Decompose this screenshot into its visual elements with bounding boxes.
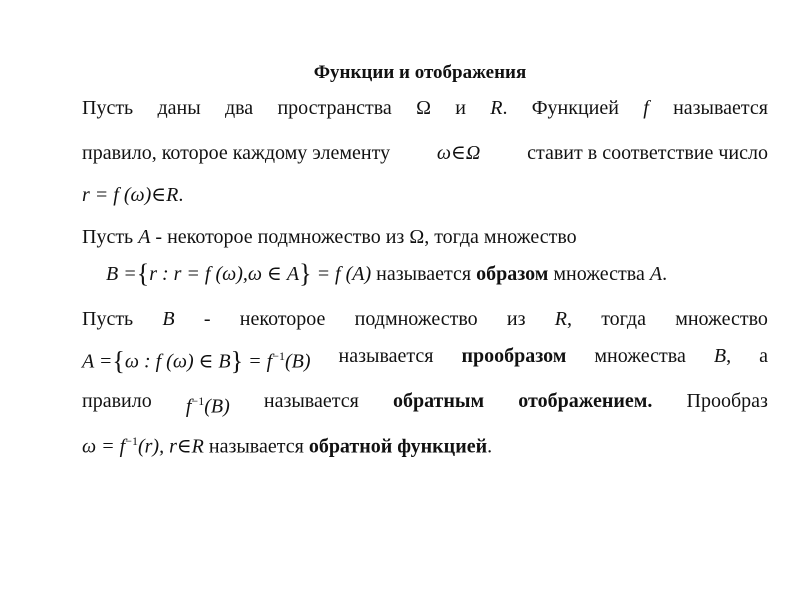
math-omega: Ω (416, 97, 431, 119)
text: подмножество (354, 308, 478, 330)
paragraph-2-line-2 (106, 259, 792, 288)
text: . (178, 184, 184, 206)
math-inverse-exponent: −1 (272, 349, 285, 363)
math-brace-close: } (299, 259, 312, 288)
math-f-of-A: = f (A) (316, 263, 372, 285)
paragraph-3-line-1 (82, 307, 768, 331)
text: - (203, 308, 211, 330)
paragraph-3-line-2 (82, 344, 768, 374)
term-mapping: отображением. (518, 390, 653, 412)
text: Пусть (82, 226, 134, 248)
term-inverse: обратным (392, 390, 485, 412)
math-B: B (713, 345, 727, 367)
text: . (502, 97, 508, 119)
math-R: R (554, 308, 567, 330)
math-f: = f (248, 350, 273, 373)
text: Пусть (82, 97, 134, 119)
math-f: f (185, 395, 192, 418)
paragraph-1-line-1 (82, 96, 768, 120)
text: , (566, 308, 572, 330)
paragraph-1-line-2 (82, 141, 768, 165)
math-omega-equals-f: ω = f (82, 435, 126, 458)
math-omega-in-omega: ω∈Ω (436, 142, 481, 164)
math-of-r: (r), r∈R (137, 435, 204, 458)
text: - некоторое подмножество из (155, 226, 405, 248)
text: тогда (601, 308, 646, 330)
math-A: A (649, 263, 663, 285)
math-R: R (490, 97, 503, 119)
paragraph-2-line-1 (82, 225, 768, 249)
math-preimage-set: ω : f (ω) ∈ B (124, 350, 231, 373)
math-brace-open: { (136, 259, 150, 288)
text: Функцией (531, 97, 619, 119)
text: называется (376, 263, 472, 285)
text: даны (157, 97, 201, 119)
term-inverse-function: обратной функцией (308, 435, 488, 458)
text: . (662, 263, 668, 285)
page-title: Функции и отображения (313, 62, 527, 83)
text: и (455, 97, 466, 119)
math-inverse-exponent: −1 (125, 434, 138, 448)
text: Прообраз (686, 390, 768, 412)
text: множества (553, 263, 645, 285)
text: называется (338, 345, 434, 367)
text: , тогда множество (424, 226, 577, 248)
text: ставит в соответствие число (527, 142, 768, 164)
term-image: образом (476, 263, 549, 285)
math-of-B: (B) (284, 350, 311, 373)
text: пространства (277, 97, 392, 119)
text: . (487, 435, 493, 458)
text: два (224, 97, 254, 119)
text: Пусть (82, 308, 134, 330)
math-A-equals: A = (82, 350, 113, 373)
math-brace-close: } (230, 346, 244, 376)
paragraph-1-line-3 (82, 183, 768, 207)
math-inverse-exponent: −1 (191, 394, 205, 408)
text: правило (82, 390, 152, 412)
paragraph-3-line-4 (82, 429, 768, 459)
text: называется (673, 97, 768, 119)
text: , (726, 345, 732, 367)
math-B-equals: B = (106, 263, 137, 285)
text: называется (263, 390, 359, 412)
math-brace-open: { (112, 346, 125, 376)
text: множества (594, 345, 686, 367)
math-of-B: (B) (204, 395, 230, 418)
text: а (759, 345, 768, 367)
math-f: f (643, 97, 649, 119)
paragraph-3-line-3 (82, 389, 768, 419)
math-B: B (162, 308, 175, 330)
math-A: A (138, 226, 151, 248)
text: множество (675, 308, 768, 330)
math-omega: Ω (409, 226, 425, 248)
text: называется (208, 435, 304, 458)
text: некоторое (239, 308, 326, 330)
math-r-equals-f-omega: r = f (ω)∈R (82, 184, 179, 206)
term-preimage: прообразом (461, 345, 567, 367)
text: правило, которое каждому элементу (82, 142, 391, 164)
text: из (506, 308, 526, 330)
math-set-definition: r : r = f (ω),ω ∈ A (149, 263, 300, 285)
